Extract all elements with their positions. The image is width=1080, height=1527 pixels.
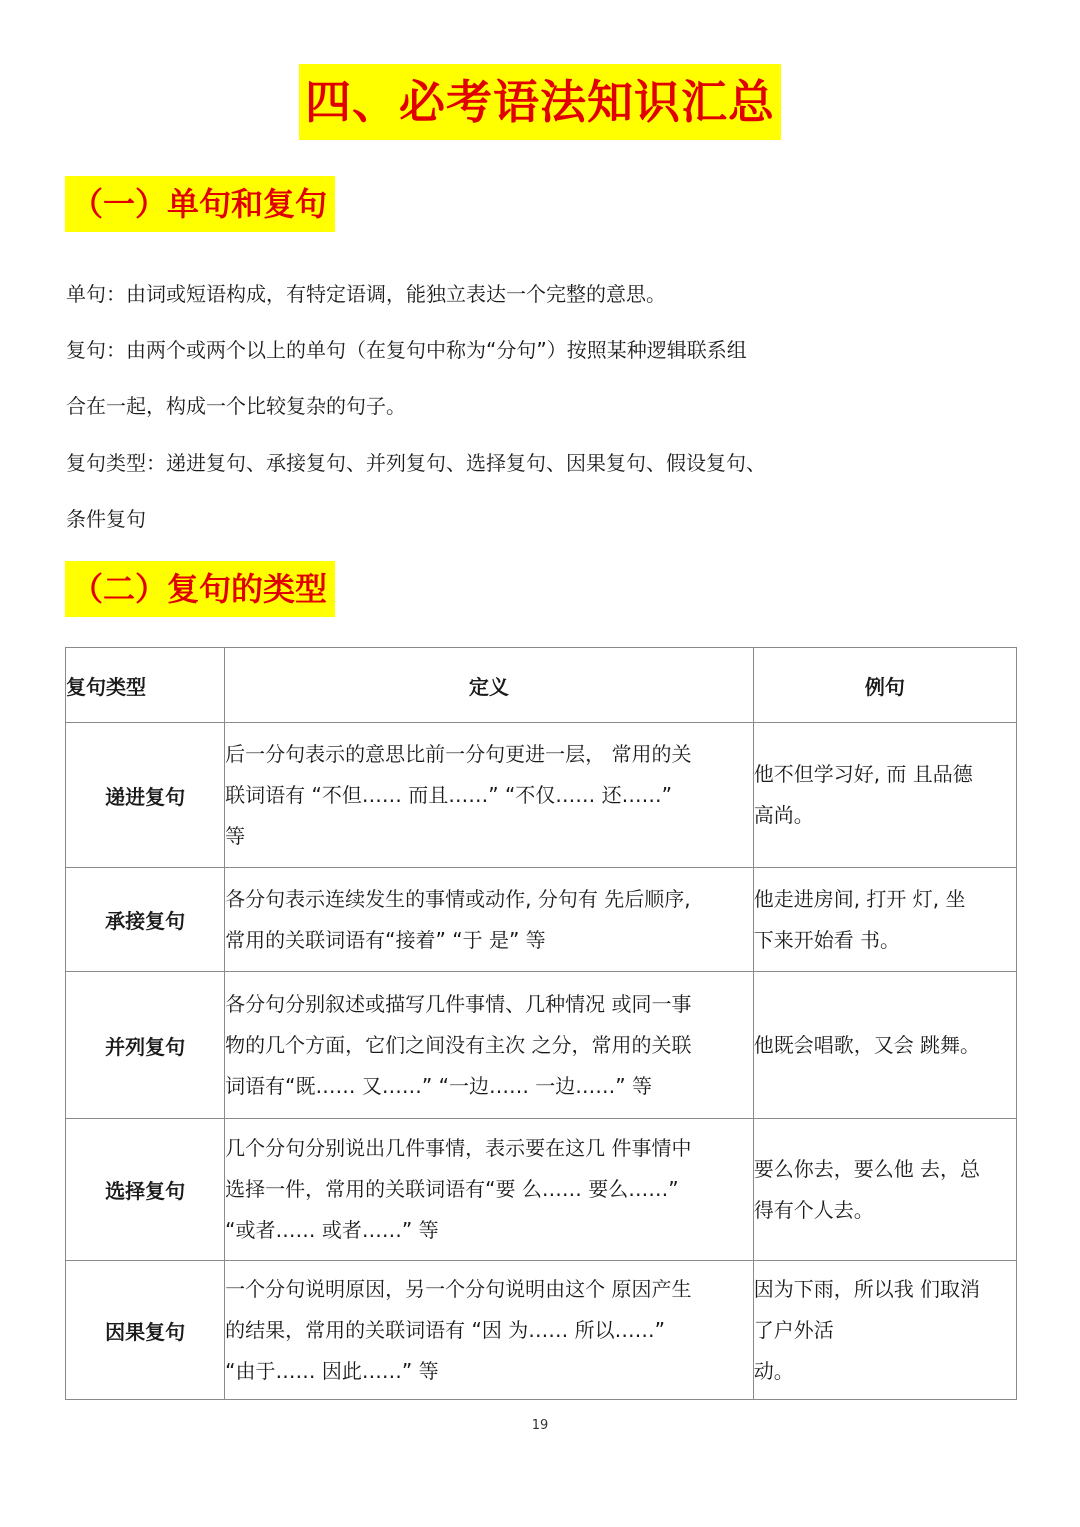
example-line: 他既会唱歌，又会 跳舞。 — [753, 1032, 981, 1057]
definition-line: 词语有“既…… 又……” “一边…… 一边……” 等 — [225, 1073, 653, 1098]
title-container — [0, 64, 1080, 140]
page-number: 19 — [531, 1418, 549, 1433]
header-type: 复句类型 — [66, 648, 225, 723]
row-type: 并列复句 — [66, 972, 225, 1119]
example-line: 因为下雨，所以我 们取消 — [753, 1276, 981, 1301]
paragraph-line: 复句：由两个或两个以上的单句（在复句中称为“分句”）按照某种逻辑联系组 — [66, 338, 747, 362]
example-line: 他不但学习好, 而 且品德 — [753, 762, 973, 786]
definition-line: 联词语有 “不但…… 而且……” “不仅…… 还……” — [225, 782, 673, 807]
example-line: 高尚。 — [753, 803, 814, 827]
example-line: 要么你去，要么他 去，总 — [753, 1156, 981, 1181]
page-title: 四、必考语法知识汇总 — [299, 64, 781, 140]
row-example — [753, 1261, 1016, 1400]
definition-line: 各分句分别叙述或描写几件事情、几种情况 或同一事 — [225, 991, 692, 1016]
definition-line: 常用的关联词语有“接着” “于 是” 等 — [225, 927, 546, 952]
definition-line: 一个分句说明原因，另一个分句说明由这个 原因产生 — [225, 1276, 692, 1301]
table-row — [66, 1119, 1017, 1261]
row-definition — [225, 1261, 754, 1400]
row-type: 递进复句 — [66, 723, 225, 868]
section-heading-1: （一）单句和复句 — [65, 176, 335, 232]
row-definition — [225, 972, 754, 1119]
definition-line: 选择一件，常用的关联词语有“要 么…… 要么……” — [225, 1177, 679, 1201]
example-line: 得有个人去。 — [753, 1197, 874, 1222]
table-row — [66, 723, 1017, 868]
table-row — [66, 972, 1017, 1119]
row-definition — [225, 868, 754, 972]
row-type: 选择复句 — [66, 1119, 225, 1261]
table-row — [66, 1261, 1017, 1400]
definition-line: 几个分句分别说出几件事情，表示要在这几 件事情中 — [225, 1136, 692, 1160]
row-example — [753, 972, 1016, 1119]
row-type: 因果复句 — [66, 1261, 225, 1400]
example-line: 下来开始看 书。 — [753, 927, 901, 952]
definition-line: 的结果，常用的关联词语有 “因 为…… 所以……” — [225, 1317, 665, 1342]
definition-line: 物的几个方面，它们之间没有主次 之分，常用的关联 — [225, 1032, 692, 1057]
row-definition — [225, 723, 754, 868]
compound-sentence-table — [65, 647, 1017, 1400]
definition-line: “或者…… 或者……” 等 — [225, 1218, 439, 1242]
paragraph-line: 单句：由词或短语构成，有特定语调，能独立表达一个完整的意思。 — [66, 282, 666, 306]
paragraph-line: 合在一起，构成一个比较复杂的句子。 — [66, 394, 406, 418]
definition-line: 后一分句表示的意思比前一分句更进一层， 常用的关 — [225, 741, 692, 766]
section-heading-2: （二）复句的类型 — [65, 561, 335, 617]
row-example — [753, 868, 1016, 972]
header-definition: 定义 — [225, 648, 754, 723]
row-example — [753, 1119, 1016, 1261]
row-type: 承接复句 — [66, 868, 225, 972]
table-row — [66, 868, 1017, 972]
definition-line: “由于…… 因此……” 等 — [225, 1358, 439, 1383]
example-line: 他走进房间, 打开 灯, 坐 — [753, 886, 966, 911]
example-line: 了户外活 — [753, 1317, 834, 1342]
table-header-row — [66, 648, 1017, 723]
definition-line: 等 — [225, 823, 246, 848]
example-line: 动。 — [753, 1358, 794, 1383]
row-definition — [225, 1119, 754, 1261]
row-example — [753, 723, 1016, 868]
header-example: 例句 — [753, 648, 1016, 723]
definition-line: 各分句表示连续发生的事情或动作, 分句有 先后顺序, — [225, 886, 691, 911]
paragraph-line: 条件复句 — [66, 507, 146, 531]
paragraph-line: 复句类型：递进复句、承接复句、并列复句、选择复句、因果复句、假设复句、 — [66, 451, 766, 475]
